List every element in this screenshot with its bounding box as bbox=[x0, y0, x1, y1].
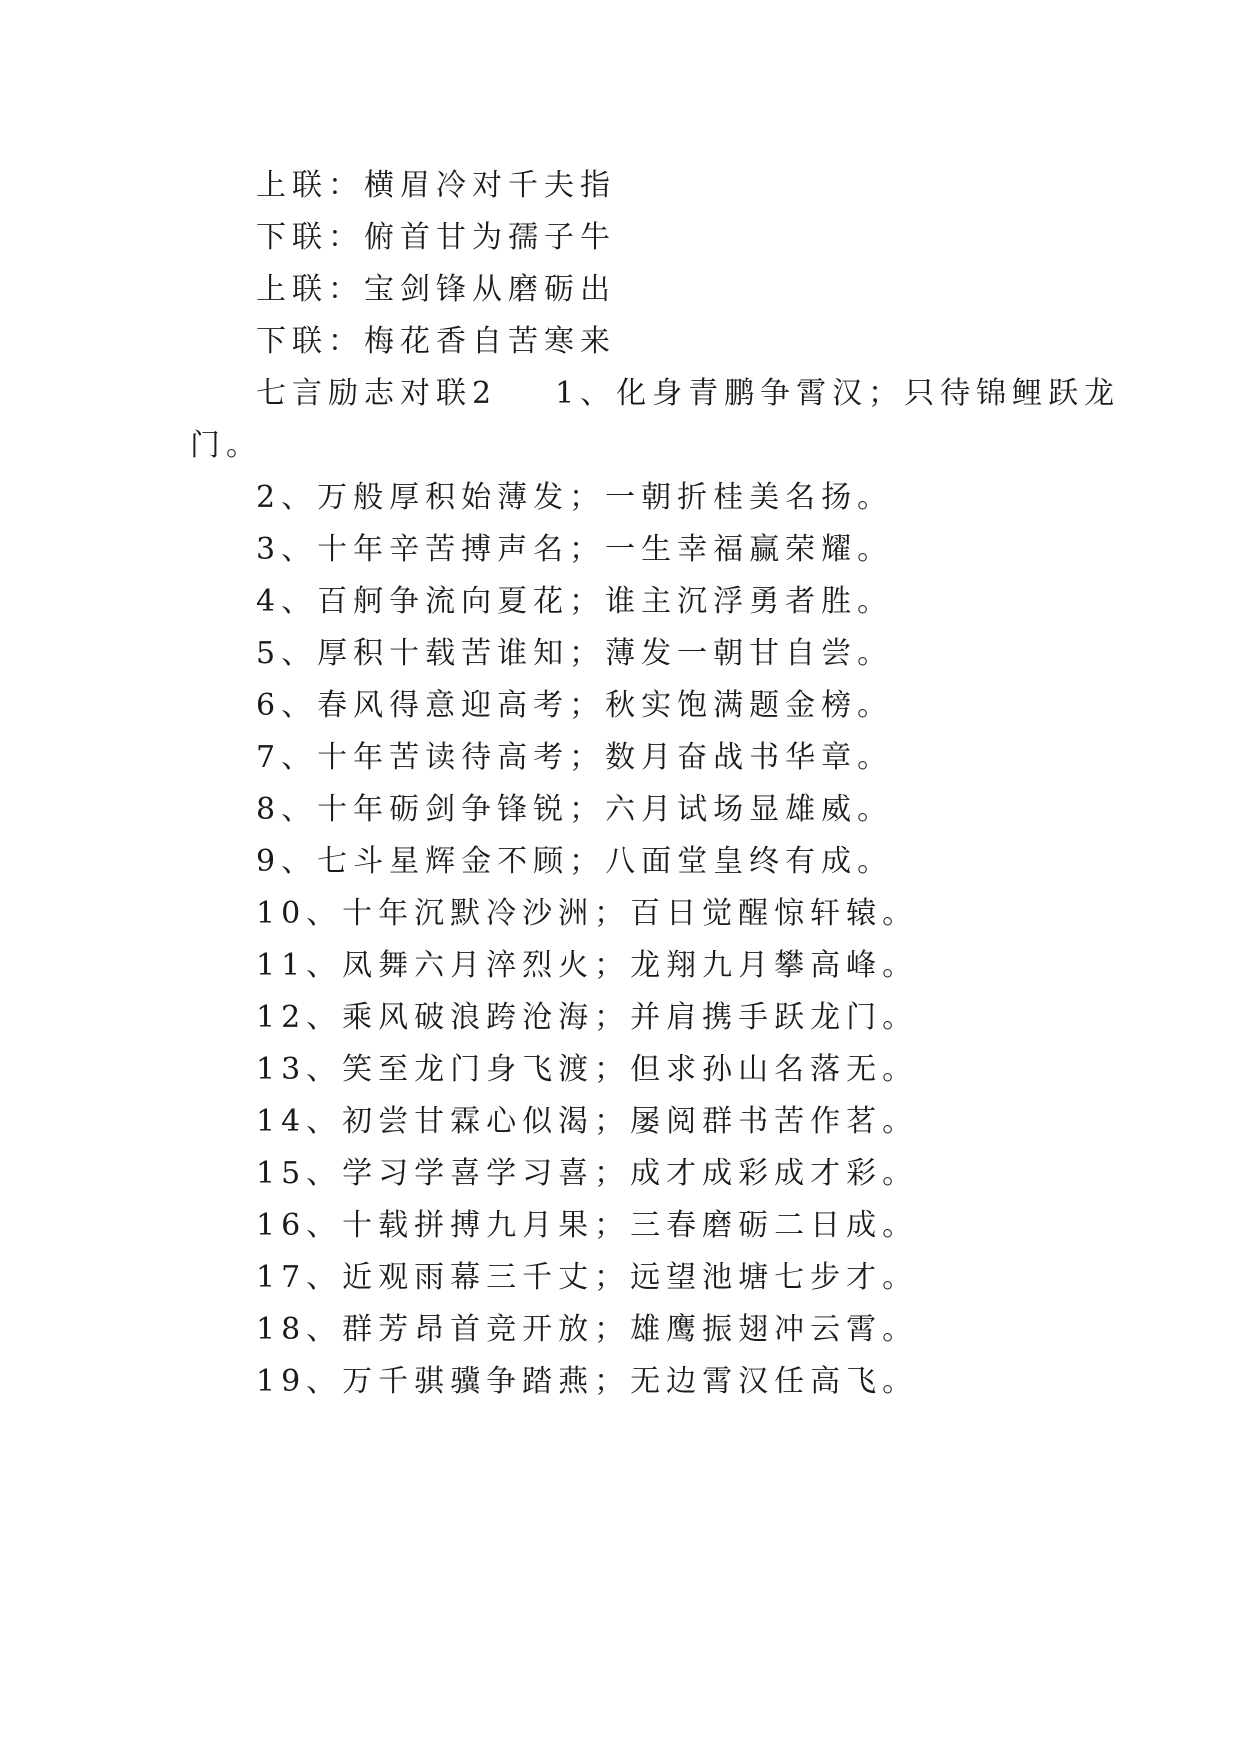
list-item: 8、十年砺剑争锋锐；六月试场显雄威。 bbox=[256, 792, 894, 827]
section-heading: 七言励志对联2 bbox=[256, 376, 498, 411]
couplet-line-3 bbox=[256, 270, 616, 310]
couplet-label: 下联： bbox=[256, 324, 364, 359]
list-item-1-wrap bbox=[190, 426, 262, 466]
list-item: 7、十年苦读待高考；数月奋战书华章。 bbox=[256, 740, 894, 775]
list-item: 3、十年辛苦搏声名；一生幸福赢荣耀。 bbox=[256, 532, 894, 567]
couplet-line-4 bbox=[256, 322, 616, 362]
couplet-text: 横眉冷对千夫指 bbox=[364, 168, 616, 203]
list-item: 12、乘风破浪跨沧海；并肩携手跃龙门。 bbox=[256, 1000, 919, 1035]
couplet-text: 宝剑锋从磨砺出 bbox=[364, 272, 616, 307]
list-item: 4、百舸争流向夏花；谁主沉浮勇者胜。 bbox=[256, 584, 894, 619]
list-item: 6、春风得意迎高考；秋实饱满题金榜。 bbox=[256, 688, 894, 723]
couplet-label: 上联： bbox=[256, 168, 364, 203]
list-item: 10、十年沉默冷沙洲；百日觉醒惊轩辕。 bbox=[256, 896, 919, 931]
couplet-line-1 bbox=[256, 166, 616, 206]
couplet-label: 上联： bbox=[256, 272, 364, 307]
list-item: 2、万般厚积始薄发；一朝折桂美名扬。 bbox=[256, 480, 894, 515]
list-item: 14、初尝甘霖心似渴；屡阅群书苦作茗。 bbox=[256, 1104, 919, 1139]
list-item: 16、十载拼搏九月果；三春磨砺二日成。 bbox=[256, 1208, 919, 1243]
list-item: 15、学习学喜学习喜；成才成彩成才彩。 bbox=[256, 1156, 919, 1191]
list-item-1-continuation: 门。 bbox=[190, 428, 262, 463]
list-item: 13、笑至龙门身飞渡；但求孙山名落无。 bbox=[256, 1052, 919, 1087]
list-item: 18、群芳昂首竞开放；雄鹰振翅冲云霄。 bbox=[256, 1312, 919, 1347]
list-item: 19、万千骐骥争踏燕；无边霄汉任高飞。 bbox=[256, 1364, 919, 1399]
list-item: 17、近观雨幕三千丈；远望池塘七步才。 bbox=[256, 1260, 919, 1295]
couplet-label: 下联： bbox=[256, 220, 364, 255]
couplet-text: 梅花香自苦寒来 bbox=[364, 324, 616, 359]
couplet-text: 俯首甘为孺子牛 bbox=[364, 220, 616, 255]
list-item: 5、厚积十载苦谁知；薄发一朝甘自尝。 bbox=[256, 636, 894, 671]
list-item: 9、七斗星辉金不顾；八面堂皇终有成。 bbox=[256, 844, 894, 879]
list-item: 11、凤舞六月淬烈火；龙翔九月攀高峰。 bbox=[256, 948, 919, 983]
list-item-1: 1、化身青鹏争霄汉；只待锦鲤跃龙 bbox=[555, 376, 1121, 411]
section-heading-line bbox=[256, 374, 1120, 414]
couplet-line-2 bbox=[256, 218, 616, 258]
